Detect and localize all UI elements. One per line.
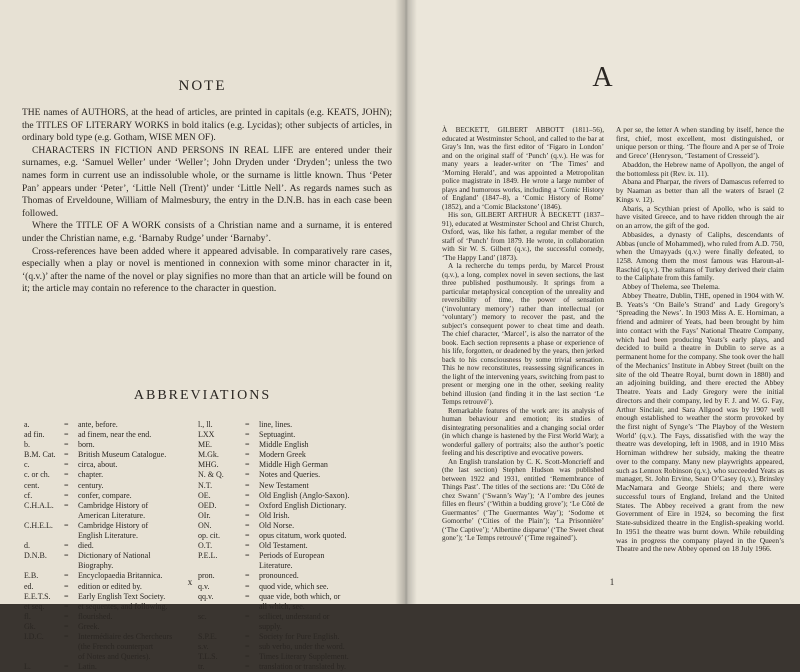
abbreviation-key: C.H.E.L.: [24, 520, 53, 530]
abbreviation-row: [24, 481, 202, 491]
abbreviation-row: [24, 541, 202, 551]
abbreviation-row: [24, 531, 202, 541]
abbreviation-key: c. or ch.: [24, 470, 50, 480]
abbreviation-row: [24, 602, 202, 612]
abbreviation-meaning: quod vide, which see.: [259, 581, 329, 591]
equals-sign: =: [245, 571, 250, 581]
abbreviation-key: O.T.: [198, 541, 213, 551]
abbreviation-meaning: quae vide, both which, or: [259, 591, 341, 601]
abbreviation-meaning: Middle English: [259, 440, 309, 450]
abbreviation-meaning: flourished.: [78, 611, 113, 621]
equals-sign: =: [64, 631, 69, 641]
abbreviation-key: B.M. Cat.: [24, 450, 56, 460]
note-paragraph: CHARACTERS IN FICTION AND PERSONS IN REAL LIFE are entered under their surnames, e.g. ‘Samuel Weller’ under ‘Weller’; John Dryden under ‘Dryden’; unless the two names form in current use an indissoluble whole, or the surname is little known. Thus ‘Peter Pan’ appears under ‘Peter’, ‘Little Nell (Trent)’ under ‘Little Nell’. As regards names such as Thomas of Erveldoune, William of Malmesbury, the entry in the D.N.B. has in each case been followed.: [22, 145, 392, 219]
abbreviation-row: [198, 420, 388, 430]
abbreviation-meaning: ante, before.: [78, 420, 118, 429]
abbreviation-meaning: opus citatum, work quoted.: [259, 531, 347, 541]
note-text: [22, 107, 392, 296]
abbreviation-row: [198, 491, 388, 501]
abbreviation-row: [198, 531, 388, 541]
equals-sign: [245, 622, 259, 632]
equals-sign: =: [64, 571, 69, 581]
abbreviation-key: ON.: [198, 520, 212, 530]
abbreviation-row: [198, 612, 388, 622]
abbreviation-meaning: American Literature.: [78, 510, 146, 520]
dictionary-entry: An English translation by C. K. Scott-Moncrieff and (the last section) Stephen Hudson was published between 1922 and 1931, entitled ‘Remembrance of Things Past’. The titles of the sections are: ‘Du Côté de chez Swann’ (‘Swann’s Way’); ‘A l’ombre des jeunes filles en fleurs’ (‘Within a budding grove’); ‘Le Côté de Guermantes’ (‘The Guermantes Way’); ‘Sodome et Gomorrhe’ (‘Cities of the Plain’); ‘La Prisonnière’ (‘The Captive’); ‘Albertine disparue’ (‘The Sweet cheat gone’); ‘Le Temps retrouvé’ (‘Time regained’).: [442, 457, 604, 542]
equals-sign: =: [64, 440, 69, 450]
abbreviation-meaning: Society for Pure English.: [259, 631, 340, 641]
abbreviation-row: [24, 521, 202, 531]
equals-sign: =: [64, 662, 69, 672]
equals-sign: =: [245, 662, 250, 672]
abbreviation-meaning: scilicet, understand or: [259, 611, 330, 621]
abbreviation-key: q.v.: [198, 581, 210, 591]
abbreviation-key: OIr.: [198, 510, 211, 520]
dictionary-entry: Abbasides, a dynasty of Caliphs, descendants of Abbas (uncle of Mohammed), who ruled from A.D. 750, when the Umayyads (q.v.) were finally defeated, to 1258. Among them the most famous was Haroun-al-Raschid (q.v.). The sultans of Turkey derived their claim to the Caliphate from this family.: [616, 229, 784, 283]
abbreviation-key: cf.: [24, 490, 33, 500]
abbreviation-meaning: pronounced.: [259, 571, 299, 581]
abbreviation-key: sc.: [198, 611, 207, 621]
equals-sign: =: [245, 551, 250, 561]
abbreviation-key: MHG.: [198, 460, 219, 470]
abbreviation-row: [24, 592, 202, 602]
equals-sign: =: [64, 551, 69, 561]
abbreviation-meaning: Oxford English Dictionary.: [259, 500, 347, 510]
abbreviation-row: [24, 652, 202, 662]
abbreviation-row: [24, 561, 202, 571]
abbreviation-meaning: Literature.: [259, 561, 293, 571]
abbreviation-key: C.H.A.L.: [24, 500, 54, 510]
dictionary-entry: Abana and Pharpar, the rivers of Damascus referred to by Naaman as better than all the waters of Israel (2 Kings v. 12).: [616, 177, 784, 204]
abbreviation-row: [198, 460, 388, 470]
abbreviation-row: [198, 450, 388, 460]
note-heading: NOTE: [178, 78, 227, 94]
dictionary-entry: Abbey of Thelema, see Thelema.: [622, 282, 720, 292]
abbreviation-meaning: translation or translated by.: [259, 662, 347, 672]
abbreviation-meaning: English Literature.: [78, 531, 138, 541]
abbreviation-meaning: New Testament: [259, 480, 309, 490]
equals-sign: =: [245, 541, 250, 551]
equals-sign: =: [245, 500, 250, 510]
equals-sign: =: [64, 490, 69, 500]
abbreviation-row: [198, 511, 388, 521]
equals-sign: =: [245, 420, 250, 429]
abbreviation-key: op. cit.: [198, 531, 220, 541]
abbreviation-row: [24, 420, 202, 430]
abbreviation-row: [24, 622, 202, 632]
abbreviation-key: et seq.: [24, 601, 45, 611]
equals-sign: =: [64, 611, 69, 621]
abbreviation-meaning: Intermédiaire des Chercheurs: [78, 631, 173, 641]
note-paragraph: THE names of AUTHORS, at the head of articles, are printed in capitals (e.g. KEATS, JOHN); the TITLES OF LITERARY WORKS in bold italics (e.g. Lycidas); other subjects of articles, in ordinary bold type (e.g. Gotham, WISE MEN OF).: [22, 108, 392, 144]
abbreviation-meaning: British Museum Catalogue.: [78, 450, 167, 460]
abbreviation-meaning: Old English (Anglo-Saxon).: [259, 490, 350, 500]
dictionary-entry: A la recherche du temps perdu, by Marcel Proust (q.v.), a long, complex novel in seven sections, the last three published posthumously. It springs from a particular metaphysical conception of the unreality and reversibility of time, the power of sensation (‘involuntary memory’) rather than intellectual (or ‘voluntary’) memory to recover the past, and the subject’s consequent power to cheat time and death. The chief character, ‘Marcel’, is also the narrator of the book. Each section represents a phase or experience of his life, forgotten, or deadened by the years, then jerked back to his consciousness by some trivial sensation. This he now reconstitutes, reassessing significances in the light of the intervening years, switching from past to present or merging one in the other, seeking reality behind illusion (and finding it in the last section ‘Le Temps retrouvé’).: [442, 262, 604, 406]
equals-sign: =: [64, 430, 69, 440]
equals-sign: =: [245, 631, 250, 641]
equals-sign: =: [245, 470, 250, 480]
abbreviation-key: L.: [24, 662, 31, 672]
abbreviation-row: [24, 501, 202, 511]
abbreviation-row: [24, 612, 202, 622]
abbreviation-meaning: Times Literary Supplement.: [259, 652, 349, 662]
equals-sign: =: [64, 480, 69, 490]
abbreviation-meaning: Periods of European: [259, 551, 325, 561]
abbreviation-key: [24, 531, 64, 541]
abbreviation-row: [198, 481, 388, 491]
abbreviation-meaning: circa, about.: [78, 460, 118, 470]
abbreviation-meaning: died.: [78, 541, 94, 551]
equals-sign: =: [64, 460, 69, 470]
abbreviation-meaning: of Notes and Queries).: [78, 652, 151, 662]
abbreviation-row: [24, 430, 202, 440]
equals-sign: [64, 652, 78, 662]
abbreviation-key: [24, 652, 64, 662]
abbreviation-meaning: Old Irish.: [259, 510, 290, 520]
abbreviations-column-1: [24, 420, 202, 672]
abbreviation-key: [24, 511, 64, 521]
note-paragraph: Cross-references have been added where it appeared advisable. In comparatively rare cases, especially when a play or novel is mentioned in connexion with some minor character in it, ‘(q.v.)’ after the name of the novel or play signifies no more than that an article will be found on it; the article may contain no reference to the character in question.: [22, 246, 392, 295]
equals-sign: [64, 561, 78, 571]
abbreviation-key: ad fin.: [24, 430, 45, 440]
dictionary-entry: Abaris, a Scythian priest of Apollo, who is said to have visited Greece, and to have ridden through the air on an arrow, the gift of the god.: [616, 203, 784, 231]
abbreviation-meaning: Dictionary of National: [78, 551, 151, 561]
equals-sign: [245, 602, 259, 612]
abbreviation-key: D.N.B.: [24, 551, 47, 561]
abbreviation-row: [198, 652, 388, 662]
equals-sign: =: [64, 581, 69, 591]
abbreviation-key: P.E.L.: [198, 551, 218, 561]
abbreviation-meaning: Greek.: [78, 621, 100, 631]
abbreviation-meaning: supply.: [259, 621, 282, 631]
abbreviation-row: [198, 632, 388, 642]
abbreviation-meaning: confer, compare.: [78, 490, 132, 500]
abbreviation-meaning: Old Norse.: [259, 520, 295, 530]
abbreviation-key: d.: [24, 541, 30, 551]
abbreviations-heading: ABBREVIATIONS: [133, 388, 272, 403]
equals-sign: [64, 531, 78, 541]
abbreviation-key: OE.: [198, 490, 211, 500]
abbreviation-meaning: edition or edited by.: [78, 581, 142, 591]
abbreviation-key: LXX: [198, 430, 215, 440]
dictionary-entry: His son, GILBERT ARTHUR À BECKETT (1837–91), educated at Westminster School and Christ Church, Oxford, was, like his father, a regular member of the staff of ‘Punch’ from 1879. He wrote, in collaboration with Sir W. S. Gilbert (q.v.), the successful comedy, ‘The Happy Land’ (1873).: [442, 211, 604, 262]
dictionary-entry: A per se, the letter A when standing by itself, hence the first, chief, most excellent, most distinguished, or unique person or thing. ‘The floure and A per se of Troie and Grece’ (Henryson, ‘Testament of Cresseid’).: [616, 125, 784, 161]
equals-sign: =: [245, 531, 250, 541]
abbreviation-key: [198, 561, 245, 571]
abbreviation-meaning: Old Testament.: [259, 541, 308, 551]
equals-sign: =: [64, 500, 69, 510]
abbreviation-row: [198, 642, 388, 652]
abbreviation-key: OED.: [198, 500, 217, 510]
abbreviation-row: [198, 440, 388, 450]
abbreviation-key: ed.: [24, 581, 34, 591]
abbreviation-key: N.T.: [198, 480, 213, 490]
page-number-left: x: [187, 577, 193, 587]
abbreviation-key: tr.: [198, 662, 205, 672]
abbreviation-meaning: born.: [78, 440, 95, 450]
abbreviation-meaning: Middle High German: [259, 460, 328, 470]
equals-sign: =: [245, 440, 250, 450]
entries-column-1: [442, 126, 604, 543]
abbreviation-row: [24, 491, 202, 501]
abbreviation-meaning: chapter.: [78, 470, 104, 480]
abbreviation-meaning: Septuagint.: [259, 430, 296, 440]
note-paragraph: Where the TITLE OF A WORK consists of a Christian name and a surname, it is entered under the Christian name, e.g. ‘Barnaby Rudge’ under ‘Barnaby’.: [22, 221, 392, 244]
abbreviation-key: qq.v.: [198, 591, 214, 601]
abbreviation-row: [24, 440, 202, 450]
abbreviation-row: [198, 541, 388, 551]
abbreviation-key: fl.: [24, 611, 31, 621]
abbreviations-column-2: [198, 420, 388, 672]
dictionary-entry: Abbey Theatre, Dublin, THE, opened in 1904 with W. B. Yeats’s ‘On Baile’s Strand’ and Lady Gregory’s ‘Spreading the News’. In 1903 Miss A. E. Horniman, a friend and admirer of Yeats, had been brought by him into contact with the Fays’ National Theatre Company, which had been producing Yeats’s early plays, and decided to build a theatre in Dublin to serve as a permanent home for the company. She took over the hall of the Mechanics’ Institute in Abbey Street (built on the site of the old Theatre Royal, burnt down in 1880) and an adjoining building, and there erected the Abbey Theatre. Yeats and Lady Gregory were the initial directors and their company, led by F. J. and W. G. Fay, Arthur Sinclair, and Sara Allgood was by 1907 well enough established to weather the storm provoked by the first night of Synge’s ‘The Playboy of the Western World’ (q.v.). The Fays, dissatisfied with the way the theatre was developing, left in 1908, and in 1910 Miss Horniman withdrew her subsidy, making the theatre over to the company. Many new playwrights appeared, such as Lennox Robinson (q.v.), who succeeded Yeats as manager, St. John Ervine, Sean O’Casey (q.v.), Brinsley MacNamara and George Shiels; and there were successful tours of England, Ireland and the United States. The Abbey received a grant from the new Government of Eire in 1924, so becoming the first State-subsidized theatre in the English-speaking world. In 1951 the theatre was burnt down. While rebuilding was in progress the company played in the Queen’s Theatre and the new Abbey opened on 18 July 1966.: [616, 290, 784, 554]
abbreviation-meaning: century.: [78, 480, 104, 490]
abbreviation-key: E.E.T.S.: [24, 591, 51, 601]
dictionary-entry: Abaddon, the Hebrew name of Apollyon, the angel of the bottomless pit (Rev. ix. 11).: [616, 159, 784, 178]
abbreviation-row: [198, 602, 388, 612]
equals-sign: =: [245, 490, 250, 500]
abbreviation-key: M.Gk.: [198, 450, 219, 460]
equals-sign: =: [64, 541, 69, 551]
dictionary-entry: À BECKETT, GILBERT ABBOTT (1811–56), educated at Westminster School, and called to the bar at Gray’s Inn, was the first editor of ‘Figaro in London’ and on the original staff of ‘Punch’ (q.v.). He was for many years a leader-writer on ‘The Times’ and ‘Morning Herald’, and was appointed a Metropolitan police magistrate in 1849. He wrote a large number of plays and humorous works, including a ‘Comic History of England’ (1847–8), a ‘Comic History of Rome’ (1852), and a ‘Comic Blackstone’ (1846).: [442, 126, 604, 211]
abbreviation-key: I.D.C.: [24, 631, 44, 641]
equals-sign: =: [245, 611, 250, 621]
abbreviation-key: N. & Q.: [198, 470, 224, 480]
abbreviation-meaning: Notes and Queries.: [259, 470, 321, 480]
abbreviation-key: S.P.E.: [198, 631, 217, 641]
abbreviation-meaning: Latin.: [78, 662, 97, 672]
abbreviation-row: [24, 662, 202, 672]
abbreviation-row: [24, 450, 202, 460]
abbreviation-row: [198, 662, 388, 672]
abbreviation-key: ME.: [198, 440, 212, 450]
equals-sign: =: [64, 520, 69, 530]
abbreviation-key: cent.: [24, 480, 40, 490]
equals-sign: [245, 561, 259, 571]
entries-column-2: [616, 126, 784, 554]
abbreviation-row: [24, 470, 202, 480]
abbreviation-row: [24, 642, 202, 652]
abbreviation-key: Gk.: [24, 621, 36, 631]
abbreviation-row: [198, 470, 388, 480]
abbreviation-row: [198, 551, 388, 561]
equals-sign: =: [245, 510, 250, 520]
equals-sign: =: [245, 652, 250, 662]
abbreviation-row: [198, 592, 388, 602]
equals-sign: =: [64, 601, 69, 611]
equals-sign: =: [245, 581, 250, 591]
equals-sign: [64, 511, 78, 521]
equals-sign: =: [64, 420, 69, 429]
abbreviation-meaning: Early English Text Society.: [78, 591, 166, 601]
abbreviation-key: [198, 622, 245, 632]
abbreviation-row: [198, 521, 388, 531]
abbreviation-meaning: (the French counterpart: [78, 642, 154, 652]
abbreviation-row: [24, 551, 202, 561]
abbreviation-row: [24, 511, 202, 521]
equals-sign: =: [64, 450, 69, 460]
abbreviation-key: s.v.: [198, 642, 209, 652]
abbreviation-meaning: line, lines.: [259, 420, 293, 429]
section-letter: A: [592, 62, 613, 93]
abbreviation-key: pron.: [198, 571, 215, 581]
abbreviation-key: c.: [24, 460, 30, 470]
abbreviation-meaning: Biography.: [78, 561, 114, 571]
equals-sign: [64, 642, 78, 652]
abbreviation-meaning: Cambridge History of: [78, 520, 149, 530]
equals-sign: =: [245, 460, 250, 470]
abbreviation-row: [24, 460, 202, 470]
equals-sign: =: [245, 642, 250, 652]
equals-sign: =: [245, 520, 250, 530]
abbreviation-key: a.: [24, 420, 30, 429]
abbreviation-meaning: Encyclopaedia Britannica.: [78, 571, 163, 581]
abbreviation-meaning: et sequentes, and following.: [78, 601, 168, 611]
equals-sign: =: [245, 591, 250, 601]
abbreviation-key: E.B.: [24, 571, 39, 581]
abbreviation-key: [24, 561, 64, 571]
abbreviation-row: [198, 561, 388, 571]
equals-sign: =: [245, 430, 250, 440]
equals-sign: =: [64, 621, 69, 631]
abbreviation-key: T.L.S.: [198, 652, 218, 662]
dictionary-entry: Remarkable features of the work are: its analysis of human behaviour and emotion; its studies of disintegrating personalities and a changing social order (in which change is hastened by the First World War); a wonderful gallery of portraits; also the author’s poetic feeling and his descriptive and evocative powers.: [442, 406, 604, 457]
abbreviation-meaning: ad finem, near the end.: [78, 430, 152, 440]
equals-sign: =: [64, 591, 69, 601]
abbreviation-key: l., ll.: [198, 420, 213, 429]
page-number-right: 1: [609, 577, 615, 587]
abbreviation-row: [198, 501, 388, 511]
abbreviation-meaning: sub verbo, under the word.: [259, 642, 345, 652]
abbreviation-meaning: Cambridge History of: [78, 500, 149, 510]
equals-sign: =: [245, 450, 250, 460]
abbreviation-key: b.: [24, 440, 30, 450]
equals-sign: =: [64, 470, 69, 480]
equals-sign: =: [245, 480, 250, 490]
abbreviation-meaning: Modern Greek: [259, 450, 306, 460]
abbreviation-row: [198, 622, 388, 632]
abbreviation-row: [198, 430, 388, 440]
abbreviation-meaning: all which, see.: [259, 601, 305, 611]
abbreviation-key: [24, 642, 64, 652]
abbreviation-row: [24, 632, 202, 642]
abbreviation-key: [198, 602, 245, 612]
